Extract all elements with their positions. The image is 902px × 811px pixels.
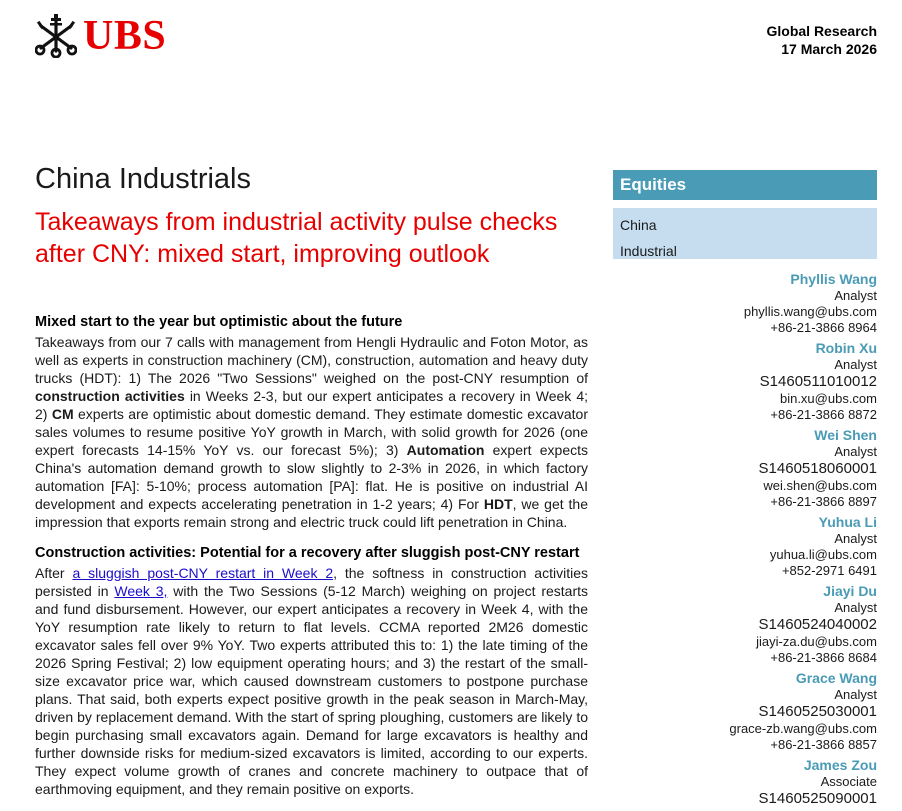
analyst-card	[597, 669, 877, 753]
analyst-phone: +86-21-3866 8684	[770, 650, 877, 665]
analyst-role: Analyst	[834, 288, 877, 303]
analyst-registration-id: S1460525030001	[758, 703, 877, 720]
section-overview	[35, 312, 588, 531]
analyst-role: Analyst	[834, 357, 877, 372]
analyst-phone: +852-2971 6491	[781, 563, 877, 578]
equities-item: Industrial	[620, 243, 677, 259]
report-meta	[767, 22, 878, 58]
report-date: 17 March 2026	[781, 41, 877, 57]
section-heading: Mixed start to the year but optimistic about the future	[35, 314, 403, 330]
ubs-wordmark: UBS	[83, 13, 167, 59]
equities-item: China	[620, 217, 657, 233]
analyst-registration-id: S1460524040002	[758, 616, 877, 633]
analyst-email[interactable]: bin.xu@ubs.com	[779, 391, 877, 406]
analyst-card	[597, 756, 877, 808]
link-sluggish-restart-week-2[interactable]: a sluggish post-CNY restart in Week 2	[72, 565, 334, 581]
analyst-role: Analyst	[834, 444, 877, 459]
analyst-name: Jiayi Du	[823, 583, 877, 599]
analyst-name: Yuhua Li	[818, 514, 877, 530]
ubs-keys-icon	[35, 14, 77, 58]
analyst-email[interactable]: grace-zb.wang@ubs.com	[729, 721, 877, 736]
analyst-role: Analyst	[834, 600, 877, 615]
analyst-registration-id: S1460518060001	[758, 460, 877, 477]
analyst-email[interactable]: jiayi-za.du@ubs.com	[756, 634, 877, 649]
analyst-name: Robin Xu	[815, 340, 877, 356]
equities-header: Equities	[613, 170, 877, 200]
analyst-email[interactable]: phyllis.wang@ubs.com	[743, 304, 877, 319]
report-subtitle: Takeaways from industrial activity pulse checks after CNY: mixed start, improving outlook	[35, 208, 558, 268]
analyst-phone: +86-21-3866 8857	[770, 737, 877, 752]
analyst-email[interactable]: wei.shen@ubs.com	[763, 478, 877, 493]
analyst-email[interactable]: yuhua.li@ubs.com	[769, 547, 877, 562]
analyst-role: Analyst	[834, 531, 877, 546]
analyst-card	[597, 513, 877, 579]
analyst-card	[597, 582, 877, 666]
analyst-registration-id: S1460525090001	[758, 790, 877, 807]
main-content	[35, 312, 588, 798]
analyst-registration-id: S1460511010012	[759, 373, 877, 390]
analyst-role: Associate	[820, 774, 877, 789]
analyst-name: Wei Shen	[814, 427, 877, 443]
division-label: Global Research	[766, 23, 877, 39]
analyst-card	[597, 339, 877, 423]
analyst-phone: +86-21-3866 8897	[770, 494, 877, 509]
analyst-list	[597, 270, 877, 811]
section-paragraph: After a sluggish post-CNY restart in Week 2, the softness in construction activities persisted in Week 3, with the Two Sessions (5-12 March) weighing on project restarts and fund disbursement. However, our expert anticipates a recovery in Week 4, with the YoY resumption rate likely to return to flat levels. CCMA reported 2M26 domestic excavator sales fell over 9% YoY. Two experts attributed this to: 1) the late timing of the 2026 Spring Festival; 2) low equipment operating hours; and 3) the restart of the small-size excavator price war, which caused downstream customers to postpone purchase plans. That said, both experts expect positive growth in the peak season in March-May, driven by replacement demand. With the start of spring ploughing, customers are likely to begin purchasing small excavators again. Demand for large excavators is healthy and further downside risks for medium-sized excavators is limited, according to our experts. They expect volume growth of cranes and concrete machinery to outpace that of earthmoving equipment, and they remain positive on exports.	[35, 565, 589, 797]
section-heading: Construction activities: Potential for a recovery after sluggish post-CNY restart	[35, 545, 580, 561]
link-week-3[interactable]: Week 3,	[114, 583, 168, 599]
section-paragraph: Takeaways from our 7 calls with management from Hengli Hydraulic and Foton Motor, as well as experts in construction machinery (CM), construction, automation and heavy duty trucks (HDT): 1) The 2026 "Two Sessions" weighed on the post-CNY resumption of construction activities in Weeks 2-3, but our expert anticipates a recovery in Week 4; 2) CM experts are optimistic about domestic demand. They estimate domestic excavator sales volumes to resume positive YoY growth in March, with solid growth for 2026 (one expert forecasts 14-15% YoY vs. our forecast 5%); 3) Automation expert expects China's automation demand growth to slow slightly to 2-3% in 2026, in which factory automation [FA]: 5-10%; process automation [PA]: flat. He is positive on industrial AI development and expects accelerating penetration in 1-2 years; 4) For HDT, we get the impression that exports remain strong and electric truck could lift penetration in China.	[35, 334, 589, 530]
analyst-name: James Zou	[803, 757, 877, 773]
ubs-logo	[35, 14, 166, 58]
analyst-name: Grace Wang	[795, 670, 877, 686]
analyst-role: Analyst	[834, 687, 877, 702]
analyst-phone: +86-21-3866 8872	[770, 407, 877, 422]
equities-list	[613, 208, 877, 259]
analyst-card	[597, 270, 877, 336]
analyst-name: Phyllis Wang	[790, 271, 877, 287]
section-construction	[35, 543, 588, 798]
analyst-card	[597, 426, 877, 510]
analyst-phone: +86-21-3866 8964	[770, 320, 877, 335]
report-title: China Industrials	[35, 163, 251, 195]
